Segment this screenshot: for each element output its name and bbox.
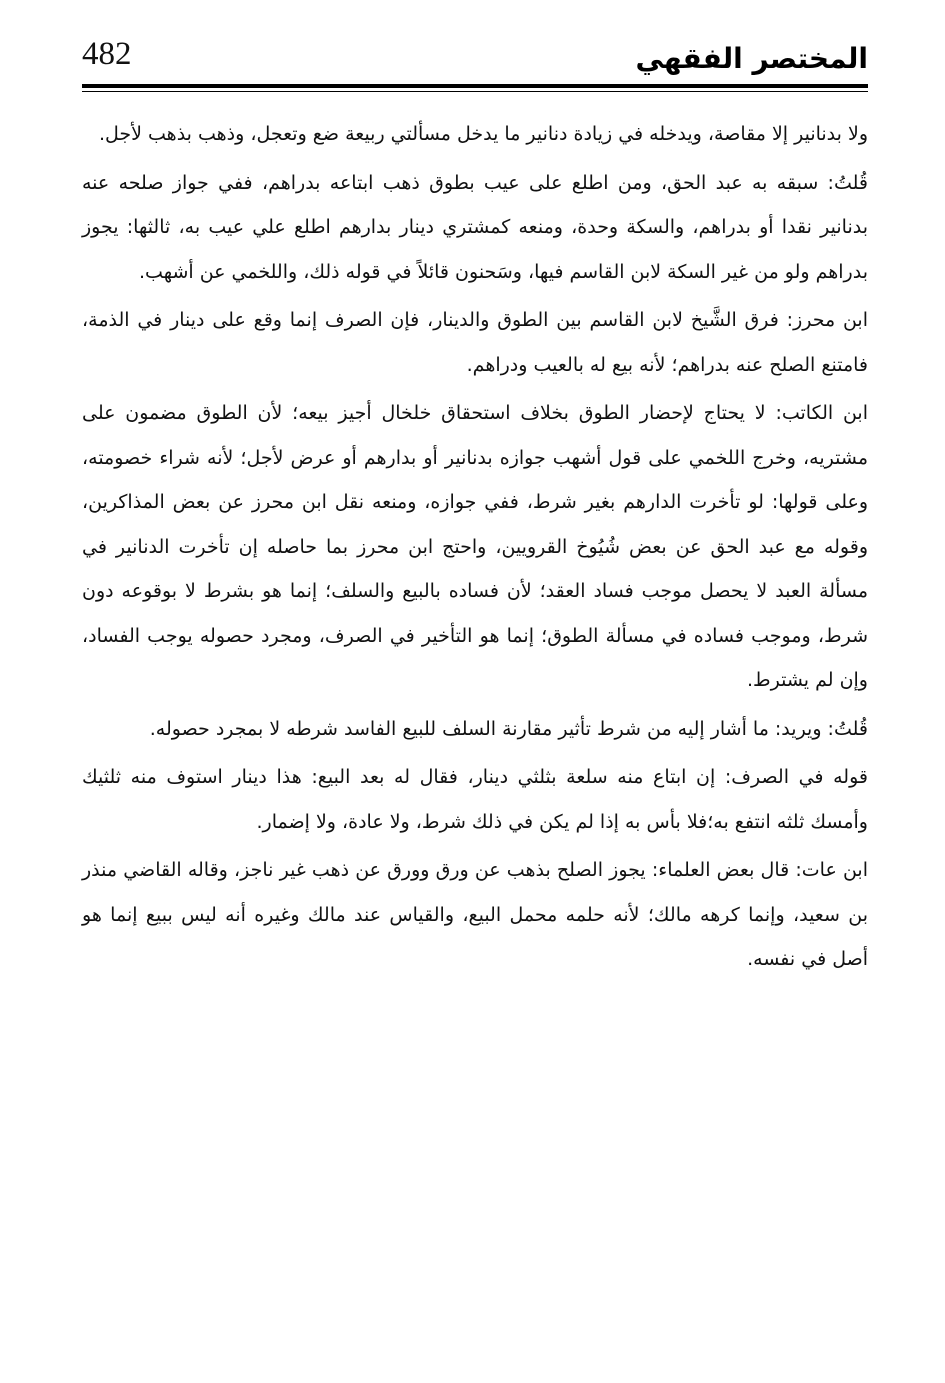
- paragraph: قوله في الصرف: إن ابتاع منه سلعة بثلثي دينار، فقال له بعد البيع: هذا دينار استوف منه ثلثيك وأمسك ثلثه انتفع به؛فلا بأس به إذا لم يكن في ذلك شرط، ولا عادة، ولا إضمار.: [82, 766, 868, 833]
- paragraph: ابن عات: قال بعض العلماء: يجوز الصلح بذهب عن ورق وورق عن ذهب غير ناجز، وقاله القاضي منذر بن سعيد، وإنما كرهه مالك؛ لأنه حلمه محمل البيع، والقياس عند مالك وغيره أنه ليس ببيع إنما هو أصل في نفسه.: [82, 859, 868, 970]
- paragraph: ابن محرز: فرق الشَّيخ لابن القاسم بين الطوق والدينار، فإن الصرف إنما وقع على دينار في الذمة، فامتنع الصلح عنه بدراهم؛ لأنه بيع له بالعيب ودراهم.: [82, 309, 868, 376]
- page-body: [82, 112, 868, 986]
- paragraph: قُلتُ: سبقه به عبد الحق، ومن اطلع على عيب بطوق ذهب ابتاعه بدراهم، ففي جواز صلحه عنه بدنانير نقدا أو بدراهم، والسكة وحدة، ومنعه كمشتري دينار بدارهم اطلع علي عيب به، ثالثها: يجوز بدراهم ولو من غير السكة لابن القاسم فيها، وسَحنون قائلاً في قوله ذلك، واللخمي عن أشهب.: [82, 171, 868, 283]
- header-rule-thin: [82, 91, 868, 92]
- page-number: 482: [82, 36, 132, 72]
- running-title: المختصر الفقهي: [635, 42, 868, 75]
- paragraph: ابن الكاتب: لا يحتاج لإحضار الطوق بخلاف استحقاق خلخال أجيز بيعه؛ لأن الطوق مضمون على مشتريه، وخرج اللخمي على قول أشهب جوازه بدنانير أو بدارهم أو عرض لأجل؛ لأنه شراء خصومته، وعلى قولها: لو تأخرت الدارهم بغير شرط، ففي جوازه، ومنعه نقل ابن محرز عن بعض المذاكرين، وقوله مع عبد الحق عن بعض شُيُوخ القرويين، واحتج ابن محرز بما حاصله إن تأخرت الدنانير في مسألة العبد لا يحصل موجب فساد العقد؛ لأن فساده بالبيع والسلف؛ إنما هو بشرط لا بوقوعه دون شرط، وموجب فساده في مسألة الطوق؛ إنما هو التأخير في الصرف، ومجرد حصوله يوجب الفساد، وإن لم يشترط.: [82, 402, 868, 691]
- paragraph: ولا بدنانير إلا مقاصة، ويدخله في زيادة دنانير ما يدخل مسألتي ربيعة ضع وتعجل، وذهب بذهب لأجل.: [98, 123, 868, 145]
- page-header: [82, 30, 868, 90]
- paragraph: قُلتُ: ويريد: ما أشار إليه من شرط تأثير مقارنة السلف للبيع الفاسد شرطه لا بمجرد حصوله.: [149, 717, 868, 740]
- header-rule-thick: [82, 84, 868, 88]
